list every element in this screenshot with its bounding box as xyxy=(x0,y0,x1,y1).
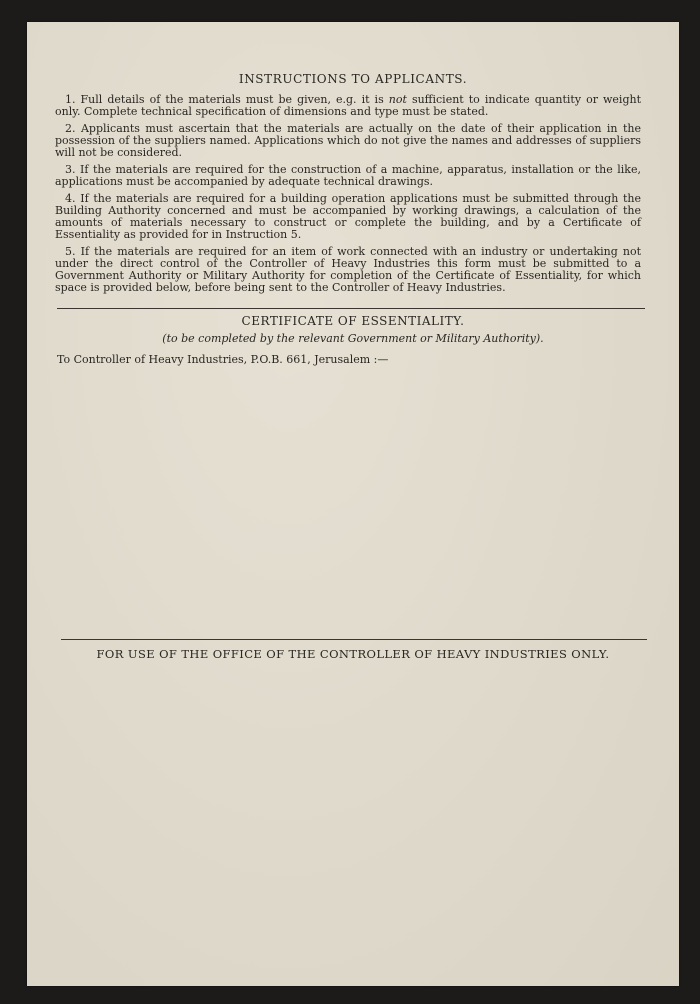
instruction-number: 3. xyxy=(65,163,76,176)
instruction-text: Applicants must ascertain that the materials are actually on the date of their application in the possession of the suppliers named. Applications which do not give the names and addresses of suppliers will not be considered. xyxy=(55,122,642,159)
certificate-subtitle: (to be completed by the relevant Government or Military Authority). xyxy=(162,332,544,345)
section-divider xyxy=(61,639,647,640)
instruction-text: If the materials are required for a building operation applications must be submitted through the Building Authority concerned and must be accompanied by working drawings, a calculation of the amounts of materials necessary to construct or complete the building, and by a Certificate of Essentiality as provided for in Instruction 5. xyxy=(55,192,642,241)
instruction-item xyxy=(55,94,641,118)
instruction-number: 1. xyxy=(65,93,76,106)
instruction-item xyxy=(55,164,641,188)
instruction-item xyxy=(55,246,641,294)
instructions-list xyxy=(55,94,641,299)
instruction-emphasis: not xyxy=(388,93,407,106)
instruction-item xyxy=(55,193,641,241)
instructions-title: INSTRUCTIONS TO APPLICANTS. xyxy=(238,72,468,86)
section-divider xyxy=(57,308,645,309)
office-use-blank-space[interactable] xyxy=(57,670,647,970)
certificate-address: To Controller of Heavy Industries, P.O.B. 661, Jerusalem :— xyxy=(57,353,389,366)
instruction-number: 4. xyxy=(65,192,76,205)
instruction-number: 2. xyxy=(65,122,76,135)
certificate-title: CERTIFICATE OF ESSENTIALITY. xyxy=(241,314,465,328)
form-page xyxy=(27,22,679,986)
instruction-text: If the materials are required for an item of work connected with an industry or undertaking not under the direct control of the Controller of Heavy Industries this form must be submitted to a Government Authority or Military Authority for completion of the Certificate of Essentiality, for which space is provided below, before being sent to the Controller of Heavy Industries. xyxy=(55,245,642,294)
instruction-text: If the materials are required for the construction of a machine, apparatus, installation or the like, applications must be accompanied by adequate technical drawings. xyxy=(55,163,641,188)
office-use-heading: FOR USE OF THE OFFICE OF THE CONTROLLER OF HEAVY INDUSTRIES ONLY. xyxy=(96,647,610,661)
certificate-blank-space[interactable] xyxy=(57,372,647,632)
instruction-number: 5. xyxy=(65,245,76,258)
instruction-text: Full details of the materials must be given, e.g. it is xyxy=(80,93,389,106)
instruction-text: sufficient to indicate quantity or weight only. Complete technical specification of dimensions and type must be stated. xyxy=(55,93,641,118)
instruction-item xyxy=(55,123,641,159)
